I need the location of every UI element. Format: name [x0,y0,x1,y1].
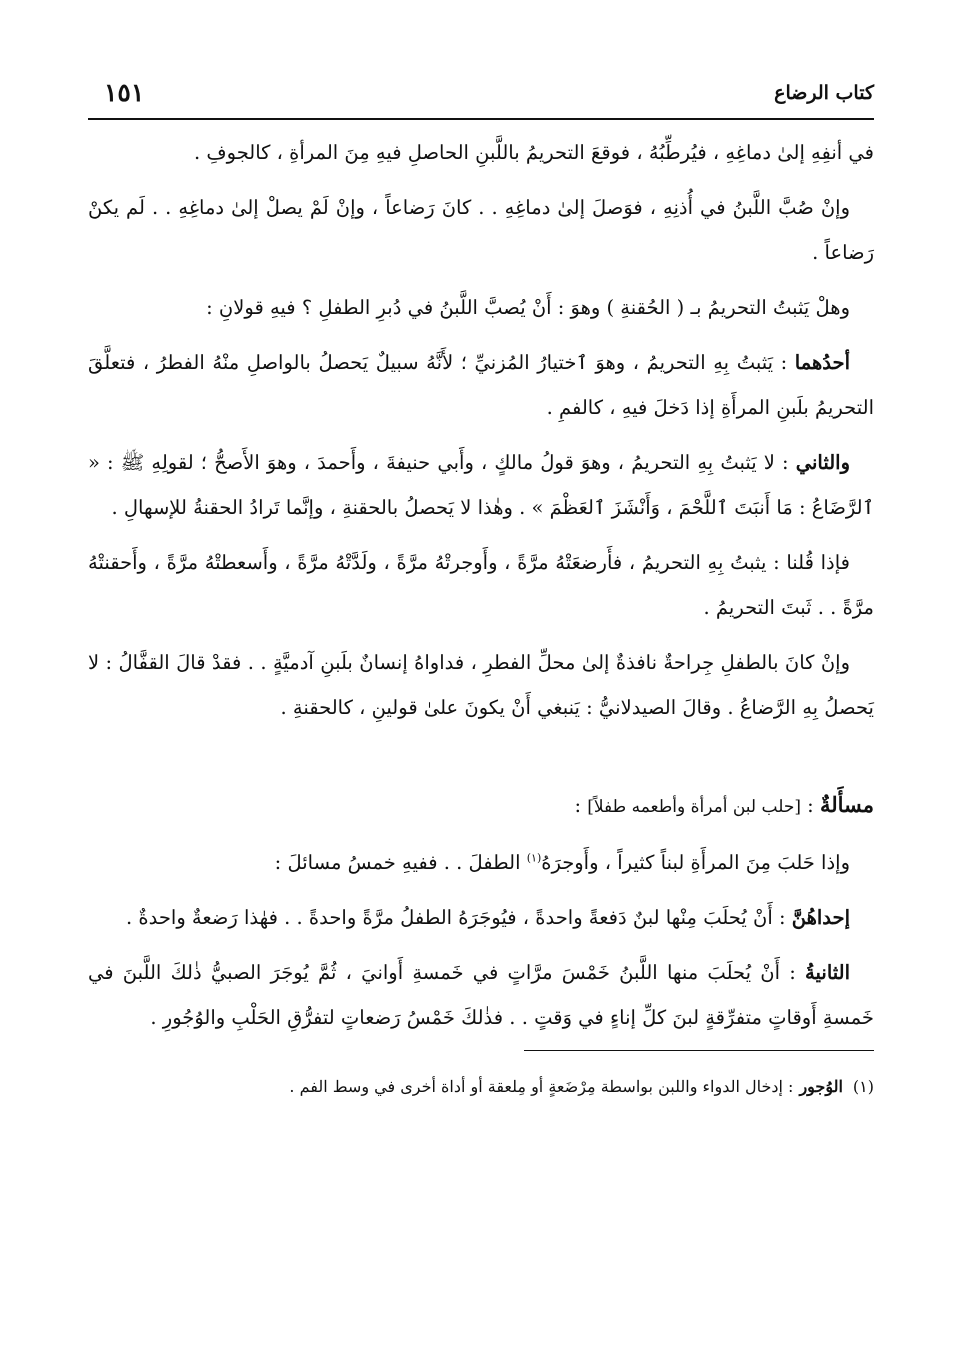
footnote-number: (١) [852,1077,874,1096]
paragraph-4 [88,340,874,430]
paragraph-lead: الثانيةُ [805,961,850,984]
issue-title: [حلب لبن أمرأة وأطعمه طفلاً] [587,797,801,817]
paragraph-text: فإذا قُلنا : يثبتُ بِهِ التحريمُ ، فأَرضعَتْهُ مرَّةً ، وأَوجرتْهُ مرَّةً ، ولَدَّتْهُ مرَّةً ، وأَسعطتْهُ مرَّةً ، وأَحقنتْهُ مرَّةً . . ثَبتَ التحريمُ . [88,551,874,619]
paragraph-text: : أَنْ يُحلَبَ مِنْها لبنٌ دَفعةً واحدةً ، فيُوجَرَهُ الطفلُ مرَّةً واحدةً . . فهٰذا رَضعةٌ واحدةٌ . [126,906,792,929]
paragraph-10 [88,950,874,1040]
paragraph-text: وإنْ صُبَّ اللَّبنُ في أُذنِهِ ، فوَصلَ إلىٰ دماغِهِ . . كانَ رَضاعاً ، وإنْ لَمْ يصلْ إلىٰ دماغِهِ . . لَم يكنْ رَضاعاً . [88,196,874,264]
paragraph-9 [88,895,874,940]
paragraph-text: : لا يَثبتُ بِهِ التحريمُ ، وهوَ قولُ مالكٍ ، وأَبي حنيفةَ ، وأَحمدَ ، وهوَ الأَصحُّ ؛ لقولِهِ ﷺ : « ٱلرَّضَاعُ : مَا أَنبَتَ ٱللَّحْمَ ، وَأَنْشَزَ ٱلعَظْمَ » . وهٰذا لا يَحصلُ بالحقنةِ ، وإنَّما تَرادُ الحقنةُ للإسهالِ . [88,451,874,519]
paragraph-lead: والثاني [795,451,850,474]
footnote [88,1073,874,1101]
page-header [88,78,874,120]
paragraph-text: : أَنْ يُحلَبَ منها اللَّبنُ خَمْسَ مرَّاتٍ في خَمسةِ أَوانيَ ، ثُمَّ يُوجَرَ الصبيُّ ذٰلكَ اللَّبنَ في خَمسةِ أَوقاتٍ متفرِّقةٍ لبنَ كلِّ إناءٍ في وَقتٍ . . فذٰلكَ خَمْسُ رَضعاتٍ لتفرُّقِ الحَلْبِ والوُجُورِ . [88,961,874,1029]
footnote-term: الوُجور [799,1077,843,1096]
paragraph-text: وهلْ يَثبتُ التحريمُ بـ ( الحُقنةِ ) وهوَ : أَنْ يُصبَّ اللَّبنُ في دُبرِ الطفلِ ؟ فيهِ قولانِ : [206,296,850,319]
paragraph-5 [88,440,874,530]
paragraph-1 [88,130,874,175]
paragraph-7 [88,640,874,730]
paragraph-6 [88,540,874,630]
paragraph-lead: إحداهُنَّ [791,906,850,929]
footnote-text: : إدخال الدواء واللبن بواسطة مِرْضَعةٍ أو مِلعقة أو أداة أخرى في وسط الفم . [289,1077,794,1096]
book-page [88,78,874,1101]
page-number: ١٥١ [104,78,145,107]
issue-colon-end: : [574,794,582,817]
paragraph-text: في أنفِهِ إلىٰ دماغِهِ ، فيُرطِّبُهُ ، فوقعَ التحريمُ باللَّبنِ الحاصلِ فيهِ مِنَ المرأةِ ، كالجوفِ . [194,141,874,164]
issue-heading [88,782,874,830]
paragraph-3 [88,285,874,330]
paragraph-lead: أحدُهما [794,351,850,374]
paragraph-text: الطفلَ . . ففيهِ خمسُ مسائلَ : [274,851,527,874]
issue-lead: مسأَلةٌ [819,792,874,817]
footnote-reference[interactable]: (١) [526,851,542,865]
paragraph-text: : يَثبتُ بِهِ التحريمُ ، وهوَ ٱختيارُ المُزنيِّ ؛ لأَنَّهُ سبيلٌ يَحصلُ بالواصلِ منْهُ الفطرُ ، فتعلَّقَ التحريمُ بلَبنِ المرأَةِ إذا دَخلَ فيهِ ، كالفمِ . [88,351,874,419]
paragraph-8 [88,840,874,885]
issue-colon: : [807,794,814,817]
footnote-divider [524,1050,874,1051]
paragraph-text: وإذا حَلبَ مِنَ المرأَةِ لبناً كثيراً ، وأَوجرَهُ [541,851,850,874]
paragraph-text: وإنْ كانَ بالطفلِ جِراحةٌ نافذةٌ إلىٰ محلِّ الفطرِ ، فداواهُ إنسانٌ بلَبنِ آدميَّةٍ . . فقدْ قالَ القفَّالُ : لا يَحصلُ بِهِ الرَّضاعُ . وقالَ الصيدلانيُّ : يَنبغي أَنْ يكونَ علىٰ قولينِ ، كالحقنةِ . [88,651,874,719]
page-body [88,130,874,1040]
book-title: كتاب الرضاع [774,82,874,104]
paragraph-2 [88,185,874,275]
